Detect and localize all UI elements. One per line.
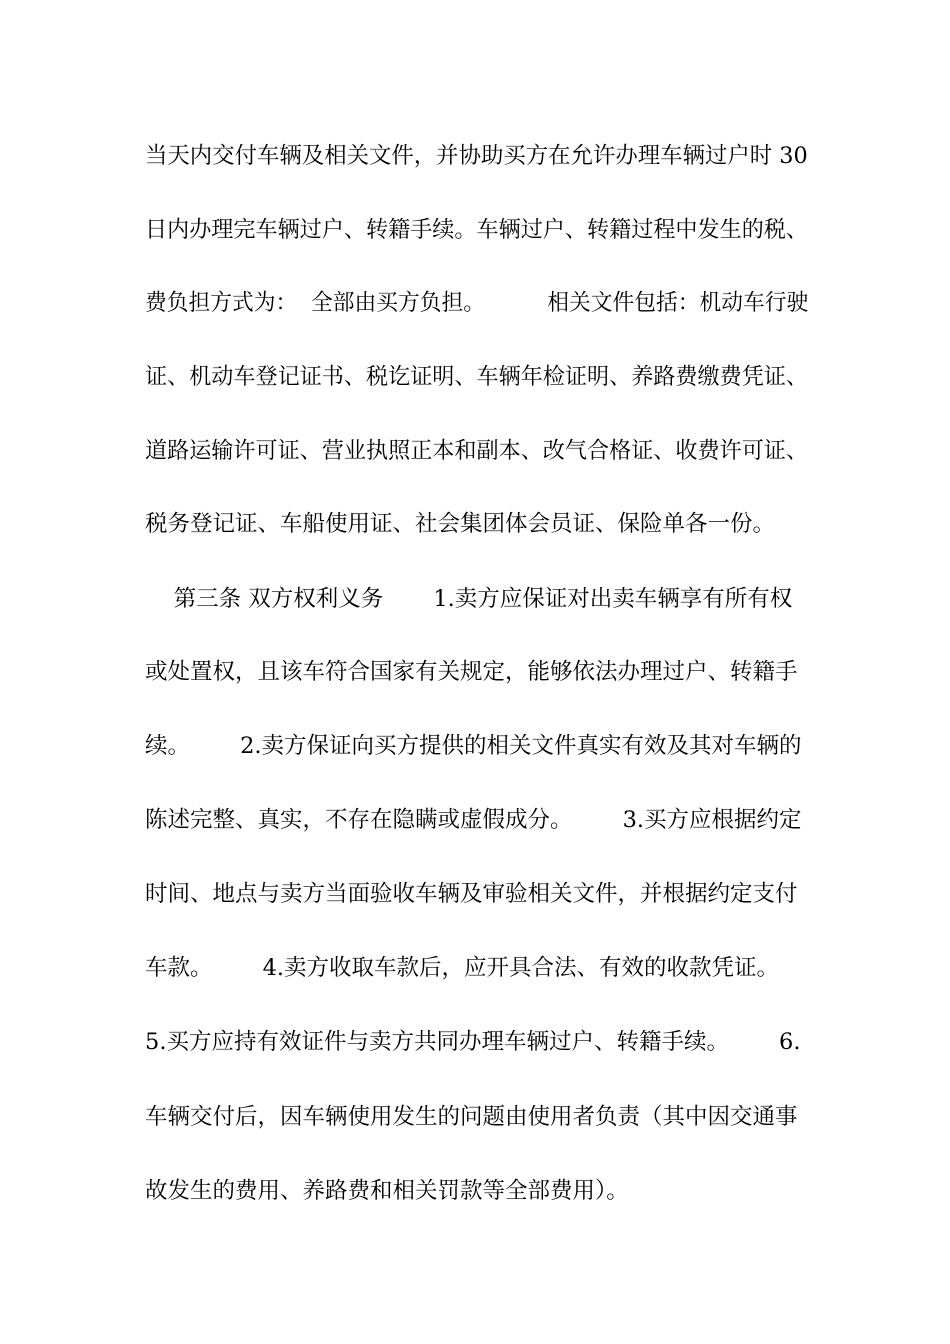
text-line: 费负担方式为： 全部由买方负担。 相关文件包括：机动车行驶 [145,290,809,316]
text-line: 证、机动车登记证书、税讫证明、车辆年检证明、养路费缴费凭证、 [145,364,809,390]
text-line: 道路运输许可证、营业执照正本和副本、改气合格证、收费许可证、 [145,438,809,464]
text-line: 故发生的费用、养路费和相关罚款等全部费用）。 [145,1178,629,1204]
text-line: 或处置权，且该车符合国家有关规定，能够依法办理过户、转籍手 [145,659,798,685]
text-line: 税务登记证、车船使用证、社会集团体会员证、保险单各一份。 [145,511,776,537]
text-line: 车款。 4.卖方收取车款后，应开具合法、有效的收款凭证。 [145,955,780,981]
text-line: 续。 2.卖方保证向买方提供的相关文件真实有效及其对车辆的 [145,733,802,759]
text-line: 第三条 双方权利义务 1.卖方应保证对出卖车辆享有所有权 [145,586,793,612]
text-line: 时间、地点与卖方当面验收车辆及审验相关文件，并根据约定支付 [145,881,798,907]
text-line: 当天内交付车辆及相关文件，并协助买方在允许办理车辆过户时 30 [145,143,808,169]
text-line: 日内办理完车辆过户、转籍手续。车辆过户、转籍过程中发生的税、 [145,217,809,243]
text-line: 车辆交付后，因车辆使用发生的问题由使用者负责（其中因交通事 [145,1104,798,1130]
text-line: 陈述完整、真实，不存在隐瞒或虚假成分。 3.买方应根据约定 [145,807,802,833]
text-line: 5.买方应持有效证件与卖方共同办理车辆过户、转籍手续。 6. [145,1029,801,1055]
